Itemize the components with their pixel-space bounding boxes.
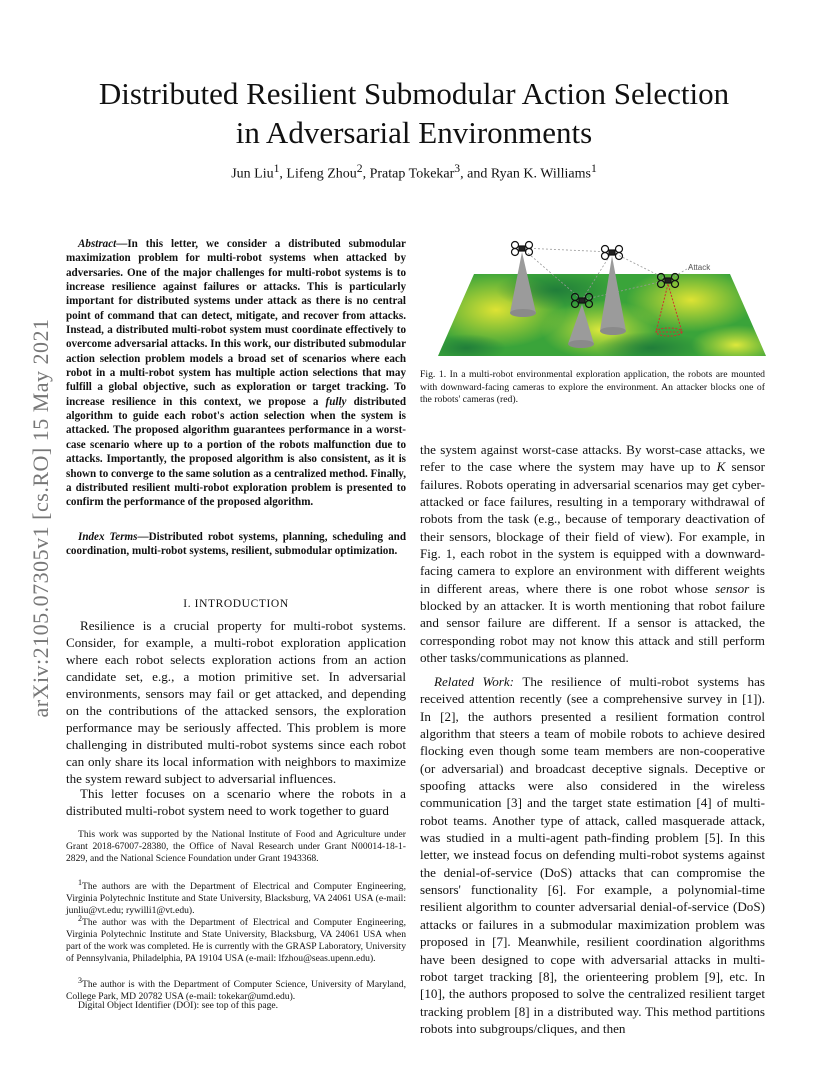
figure-multi-robot-exploration: [436, 230, 766, 356]
figure-caption: Fig. 1. In a multi-robot environmental exploration application, the robots are mounted with downward-facing cameras to explore the environment. An attacker blocks one of the robots' cameras (red).: [420, 369, 765, 405]
camera-footprint: [600, 327, 626, 335]
abstract: [66, 237, 406, 510]
paragraph-text: the system against worst-case attacks. By worst-case attacks, we refer to the case where the system may have up to: [420, 442, 765, 475]
author-name: Jun Liu: [231, 166, 274, 182]
abstract-text: distributed algorithm to guide each robot's action selection when the system is attacked. The proposed algorithm guarantees performance in a worst-case scenario where up to a portion of the robots malfunction due to attacks. Importantly, the proposed algorithm is also consistent, as it is shown to converge to the same solution as a centralized method. Finally, a distributed resilient multi-robot exploration problem is presented to confirm the performance of the proposed algorithm.: [66, 395, 407, 509]
math-symbol-k: K: [716, 459, 726, 475]
right-paragraph-1: [420, 441, 765, 666]
author-name: Lifeng Zhou: [286, 166, 357, 182]
abstract-emphasis: fully: [325, 395, 347, 408]
footnote-mark: 2: [78, 914, 82, 923]
terrain-weights: [436, 268, 766, 356]
related-work-paragraph: [420, 673, 765, 1037]
affiliation-mark: 3: [454, 162, 461, 175]
camera-footprint: [568, 340, 594, 348]
index-terms-text: —Distributed robot systems, planning, scheduling and coordination, multi-robot systems, resilient, submodular optimization.: [66, 531, 406, 558]
abstract-text: —In this letter, we consider a distributed submodular maximization problem for multi-robot systems when attacked by adversaries. One of the major challenges for multi-robot systems is to increase resilience against failures or attacks. This is particularly important for distributed systems under attack as there is no central point of command that can detect, mitigate, and recover from attacks. Instead, a distributed multi-robot system must coordinate effectively to overcome adversarial attacks. In this work, our distributed submodular action selection problem models a broad set of scenarios where each robot in a multi-robot system has multiple action selections that may fulfill a global objective, such as exploration or target tracking. To increase resilience in this context, we propose a: [66, 238, 406, 408]
title-line-2: in Adversarial Environments: [235, 115, 593, 150]
footnote-funding: This work was supported by the National Institute of Food and Agriculture under Grant 2018-67007-28380, the Office of Naval Research under Grant N00014-18-1-2829, and the National Science Foundation under Grant 1943368.: [66, 829, 406, 864]
footnote-mark: 3: [78, 976, 82, 985]
footnote-affiliation-3: [66, 975, 406, 1003]
paragraph-text: The resilience of multi-robot systems has received attention recently (see a comprehensive survey in [1]). In [2], the authors presented a resilient formation control algorithm that steers a team of mobile robots to achieve desired flocking even though some team members are non-cooperative (or adversarial) and broadcast deceptive signals. Deceptive or spoofing attacks were also considered in the wireless communication [3] and the target state estimation [4] of multi-robot teams. Another type of attack, called masquerade attack, was studied in a multi-agent path-finding problem [5]. In this letter, we instead focus on defending multi-robot systems against the denial-of-service (DoS) attacks that can compromise the sensors' functionality [6]. For example, a polynomial-time resilient algorithm to counter adversarial denial-of-service (DoS) attacks or failures in a submodular maximization problem was proposed in [7]. Meanwhile, resilient coordination algorithms have been designed to cope with adversarial attacks in multi-robot target tracking [8], the orienteering problem [9], etc. In [10], the authors proposed to solve the centralized resilient target tracking problem [8] in a distributed way. This method partitions robots into subgroups/cliques, and then: [420, 674, 765, 1036]
related-work-label: Related Work:: [434, 674, 515, 689]
arxiv-stamp-text: arXiv:2105.07305v1 [cs.RO] 15 May 2021: [28, 318, 53, 718]
section-heading: I. INTRODUCTION: [183, 598, 289, 610]
abstract-label: Abstract: [78, 238, 117, 250]
author-separator: ,: [362, 166, 370, 182]
author-name: Pratap Tokekar: [369, 166, 455, 182]
intro-paragraph-2: This letter focuses on a scenario where the robots in a distributed multi-robot system need to work together to guard: [66, 786, 406, 819]
paragraph-text: sensor failures. Robots operating in adversarial scenarios may get cyber-attacked or face failures, resulting in a temporary withdrawal of robots from the task (e.g., because of temporary deactivation of their sensors, blockage of their field of view). For example, in Fig. 1, each robot in the system is equipped with a downward-facing camera to explore an environment with different weights in different areas, where there is one robot whose: [420, 459, 765, 596]
attack-label: Attack: [688, 263, 711, 272]
affiliation-mark: 1: [590, 162, 597, 175]
footnote-doi: Digital Object Identifier (DOI): see top of this page.: [78, 1000, 279, 1011]
terrain-yellow-zone: [626, 268, 756, 332]
emphasis-sensor: sensor: [715, 580, 750, 596]
index-terms-label: Index Terms: [78, 531, 138, 543]
author-separator: , and: [460, 166, 491, 182]
paragraph-text: is blocked by an attacker. It is worth mentioning that robot failure and sensor failure are different. If a sensor is attacked, the corresponding robot may not know this attack and still perform other tasks/communications as planned.: [420, 580, 765, 666]
author-name: Ryan K. Williams: [490, 166, 591, 182]
footnote-text: The author is with the Department of Computer Science, University of Maryland, College Park, MD 20782 USA (e-mail: tokekar@umd.edu).: [66, 979, 406, 1003]
footnote-text: The author was with the Department of Electrical and Computer Engineering, Virginia Polytechnic Institute and State University, Blacksburg, VA 24061 USA when part of the work was completed. He is currently with the GRASP Laboratory, University of Pennsylvania, Philadelphia, PA 19104 USA (e-mail: lfzhou@seas.upenn.edu).: [66, 917, 406, 964]
title-line-1: Distributed Resilient Submodular Action Selection: [98, 76, 730, 111]
footnote-text: The authors are with the Department of Electrical and Computer Engineering, Virginia Polytechnic Institute and State University, Blacksburg, VA 24061 USA (e-mail: junliu@vt.edu; rywilli1@vt.edu).: [66, 881, 406, 916]
footnote-mark: 1: [78, 878, 82, 887]
affiliation-mark: 2: [356, 162, 363, 175]
intro-paragraph-1: Resilience is a crucial property for multi-robot systems. Consider, for example, a multi-robot exploration application where each robot selects exploration actions from an action candidate set, e.g., a motion primitive set. In adversarial environments, sensors may fail or get attacked, and depending on the contributions of the attacked sensors, the exploration performance may be seriously affected. This problem is more challenging in distributed multi-robot systems since each robot can only share its local information with neighbors to maximize the system reward subject to adversarial influences.: [66, 618, 406, 787]
index-terms: [66, 530, 406, 559]
author-separator: ,: [279, 166, 287, 182]
footnote-affiliation-2: [66, 913, 406, 965]
arxiv-stamp: [26, 278, 56, 758]
paper-title: [60, 74, 768, 152]
camera-footprint: [510, 309, 536, 317]
affiliation-mark: 1: [273, 162, 280, 175]
author-list: [60, 160, 768, 184]
footnote-affiliation-1: [66, 877, 406, 917]
